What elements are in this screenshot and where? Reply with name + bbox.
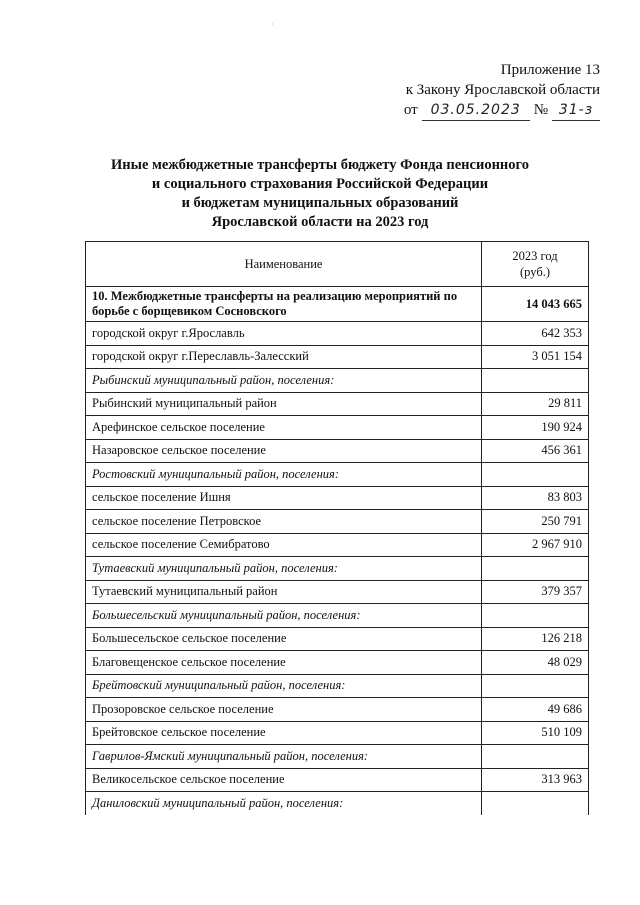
row-name: городской округ г.Ярославль bbox=[86, 322, 482, 346]
row-name: Ростовский муниципальный район, поселения: bbox=[86, 463, 482, 487]
row-value: 313 963 bbox=[482, 768, 589, 792]
title-line-3: и бюджетам муниципальных образований bbox=[181, 195, 459, 211]
row-name: Тутаевский муниципальный район, поселения: bbox=[86, 557, 482, 581]
document-title bbox=[60, 156, 580, 232]
table-row bbox=[86, 416, 589, 440]
table-row bbox=[86, 792, 589, 815]
table-row bbox=[86, 698, 589, 722]
column-header-value bbox=[482, 242, 589, 287]
table-row bbox=[86, 322, 589, 346]
table-row bbox=[86, 674, 589, 698]
row-name: Большесельский муниципальный район, поселения: bbox=[86, 604, 482, 628]
row-name: Рыбинский муниципальный район bbox=[86, 392, 482, 416]
row-name: Благовещенское сельское поселение bbox=[86, 651, 482, 675]
row-name: городской округ г.Переславль-Залесский bbox=[86, 345, 482, 369]
row-name: Рыбинский муниципальный район, поселения: bbox=[86, 369, 482, 393]
row-name: Прозоровское сельское поселение bbox=[86, 698, 482, 722]
row-value bbox=[482, 557, 589, 581]
row-value: 190 924 bbox=[482, 416, 589, 440]
row-name: Великосельское сельское поселение bbox=[86, 768, 482, 792]
appendix-label: Приложение 13 bbox=[500, 62, 600, 78]
row-value bbox=[482, 674, 589, 698]
table-row bbox=[86, 510, 589, 534]
table-row bbox=[86, 392, 589, 416]
row-value: 250 791 bbox=[482, 510, 589, 534]
row-name: сельское поселение Семибратово bbox=[86, 533, 482, 557]
row-name: сельское поселение Ишня bbox=[86, 486, 482, 510]
table-row bbox=[86, 345, 589, 369]
row-name: 10. Межбюджетные трансферты на реализацию мероприятий по борьбе с борщевиком Сосновского bbox=[86, 287, 482, 322]
row-value: 3 051 154 bbox=[482, 345, 589, 369]
row-value: 2 967 910 bbox=[482, 533, 589, 557]
row-name: Назаровское сельское поселение bbox=[86, 439, 482, 463]
column-header-unit: (руб.) bbox=[520, 265, 550, 279]
row-value: 29 811 bbox=[482, 392, 589, 416]
title-line-4: Ярославской области на 2023 год bbox=[211, 214, 429, 230]
row-value bbox=[482, 463, 589, 487]
table-row bbox=[86, 721, 589, 745]
row-name: Брейтовское сельское поселение bbox=[86, 721, 482, 745]
number-prefix: № bbox=[533, 102, 548, 118]
table-row bbox=[86, 745, 589, 769]
table-row bbox=[86, 604, 589, 628]
table-row bbox=[86, 369, 589, 393]
row-name: Арефинское сельское поселение bbox=[86, 416, 482, 440]
row-name: сельское поселение Петровское bbox=[86, 510, 482, 534]
table-header-row bbox=[86, 242, 589, 287]
row-value bbox=[482, 792, 589, 815]
row-value: 49 686 bbox=[482, 698, 589, 722]
row-value: 456 361 bbox=[482, 439, 589, 463]
row-name: Тутаевский муниципальный район bbox=[86, 580, 482, 604]
date-number-line bbox=[404, 100, 600, 121]
title-line-1: Иные межбюджетные трансферты бюджету Фонда пенсионного bbox=[110, 157, 529, 173]
column-header-year: 2023 год bbox=[512, 249, 558, 263]
table-row bbox=[86, 486, 589, 510]
row-name: Даниловский муниципальный район, поселения: bbox=[86, 792, 482, 815]
handwritten-number: 31-з bbox=[552, 100, 600, 121]
row-value: 642 353 bbox=[482, 322, 589, 346]
table-row bbox=[86, 580, 589, 604]
row-value bbox=[482, 745, 589, 769]
row-value: 14 043 665 bbox=[482, 287, 589, 322]
law-reference: к Закону Ярославской области bbox=[405, 82, 600, 98]
row-name: Большесельское сельское поселение bbox=[86, 627, 482, 651]
transfers-table bbox=[85, 241, 589, 815]
date-prefix: от bbox=[403, 102, 418, 118]
row-value: 379 357 bbox=[482, 580, 589, 604]
row-value bbox=[482, 369, 589, 393]
table-row bbox=[86, 287, 589, 322]
table-row bbox=[86, 463, 589, 487]
table-row bbox=[86, 439, 589, 463]
table-row bbox=[86, 651, 589, 675]
row-name: Брейтовский муниципальный район, поселения: bbox=[86, 674, 482, 698]
handwritten-date: 03.05.2023 bbox=[422, 100, 530, 121]
table-row bbox=[86, 557, 589, 581]
table-row bbox=[86, 768, 589, 792]
table-row bbox=[86, 533, 589, 557]
title-line-2: и социального страхования Российской Федерации bbox=[151, 176, 489, 192]
row-value: 83 803 bbox=[482, 486, 589, 510]
row-value: 510 109 bbox=[482, 721, 589, 745]
table-row bbox=[86, 627, 589, 651]
scan-dot: · bbox=[271, 20, 274, 29]
row-name: Гаврилов-Ямский муниципальный район, поселения: bbox=[86, 745, 482, 769]
document-header bbox=[404, 60, 600, 121]
column-header-name: Наименование bbox=[86, 242, 482, 287]
row-value bbox=[482, 604, 589, 628]
row-value: 126 218 bbox=[482, 627, 589, 651]
row-value: 48 029 bbox=[482, 651, 589, 675]
